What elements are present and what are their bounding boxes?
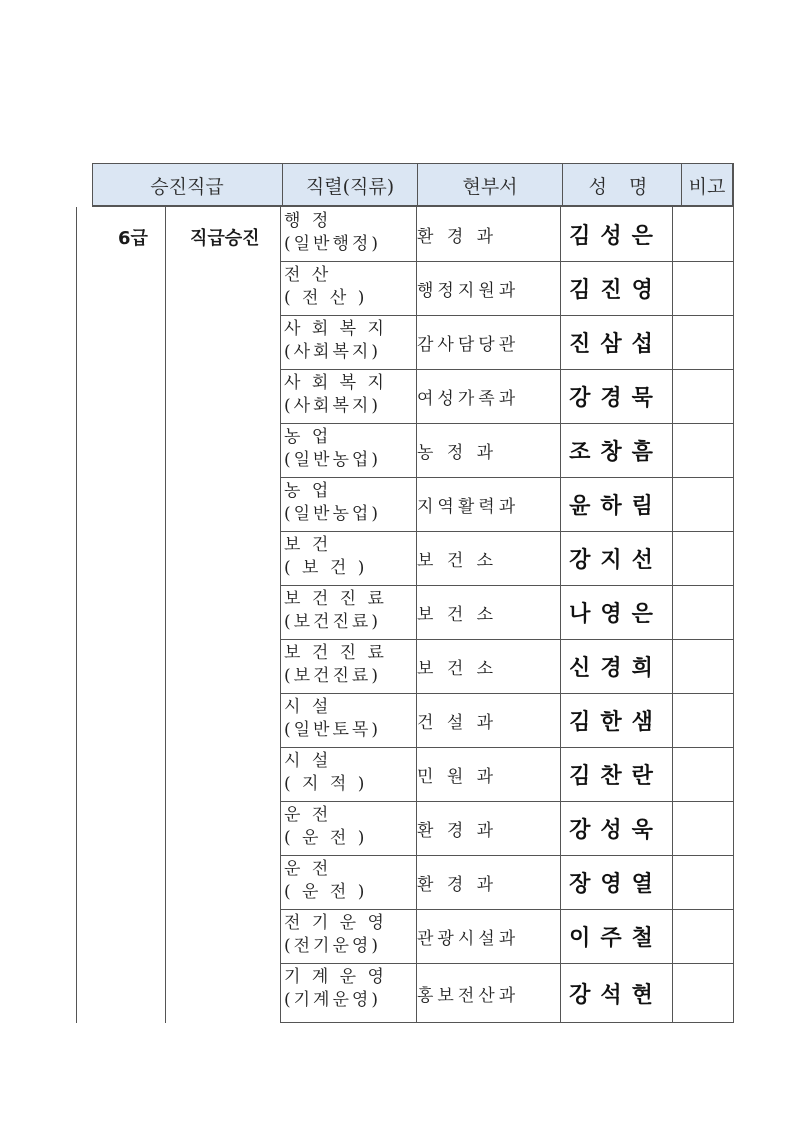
- series-cell: 운 전 ( 운 전 ): [284, 859, 368, 902]
- department-cell: 환 경 과: [417, 821, 498, 841]
- department-cell: 환 경 과: [417, 227, 498, 247]
- series-cell: 사 회 복 지 (사회복지): [284, 319, 387, 362]
- note-cell: [672, 964, 733, 1017]
- series-cell: 운 전 ( 운 전 ): [284, 805, 368, 848]
- name-cell: 김성은: [569, 224, 663, 249]
- promotion-type-label: 직급승진: [190, 228, 260, 249]
- name-cell: 조창흠: [569, 440, 663, 465]
- name-cell: 김찬란: [569, 764, 663, 789]
- table-divider-grade: [165, 207, 166, 1023]
- department-cell: 보 건 소: [417, 659, 498, 679]
- series-cell: 전 산 ( 전 산 ): [284, 265, 368, 308]
- series-cell: 기 계 운 영 (기계운영): [284, 967, 387, 1010]
- table-row: [280, 856, 733, 910]
- table-border-left: [92, 163, 93, 207]
- table-row: [280, 910, 733, 964]
- note-cell: [672, 694, 733, 747]
- table-header: [92, 163, 733, 207]
- name-cell: 나영은: [569, 602, 663, 627]
- header-name: 성 명: [563, 164, 682, 206]
- note-cell: [672, 856, 733, 909]
- name-cell: 김진영: [569, 278, 663, 303]
- table-row: [280, 208, 733, 262]
- table-row: [280, 370, 733, 424]
- series-cell: 전 기 운 영 (전기운영): [284, 913, 387, 956]
- header-note: 비고: [682, 164, 733, 206]
- department-cell: 지역활력과: [417, 497, 520, 517]
- department-cell: 보 건 소: [417, 551, 498, 571]
- table-border-right: [733, 163, 734, 1023]
- name-cell: 윤하림: [569, 494, 663, 519]
- name-cell: 진삼섭: [569, 332, 663, 357]
- department-cell: 감사담당관: [417, 335, 520, 355]
- note-cell: [672, 802, 733, 855]
- header-department: 현부서: [418, 164, 563, 206]
- series-cell: 보 건 진 료 (보건진료): [284, 589, 387, 632]
- grade-label: 6급: [118, 228, 148, 249]
- table-row: [280, 424, 733, 478]
- table-row: [280, 316, 733, 370]
- name-cell: 강성욱: [569, 818, 663, 843]
- series-cell: 행 정 (일반행정): [284, 211, 381, 254]
- header-series: 직렬(직류): [283, 164, 418, 206]
- note-cell: [672, 316, 733, 369]
- table-row: [280, 532, 733, 586]
- series-cell: 보 건 ( 보 건 ): [284, 535, 368, 578]
- series-cell: 사 회 복 지 (사회복지): [284, 373, 387, 416]
- table-row: [280, 262, 733, 316]
- note-cell: [672, 910, 733, 963]
- name-cell: 강지선: [569, 548, 663, 573]
- series-cell: 보 건 진 료 (보건진료): [284, 643, 387, 686]
- table-row: [280, 478, 733, 532]
- name-cell: 김한샘: [569, 710, 663, 735]
- name-cell: 이주철: [569, 926, 663, 951]
- department-cell: 관광시설과: [417, 929, 520, 949]
- department-cell: 농 정 과: [417, 443, 498, 463]
- name-cell: 강석현: [569, 982, 663, 1008]
- table-row: [280, 964, 733, 1023]
- table-row: [280, 802, 733, 856]
- department-cell: 행정지원과: [417, 281, 520, 301]
- series-cell: 시 설 ( 지 적 ): [284, 751, 368, 794]
- note-cell: [672, 586, 733, 639]
- table-row: [280, 748, 733, 802]
- department-cell: 민 원 과: [417, 767, 498, 787]
- note-cell: [672, 532, 733, 585]
- series-cell: 시 설 (일반토목): [284, 697, 381, 740]
- series-cell: 농 업 (일반농업): [284, 427, 381, 470]
- department-cell: 보 건 소: [417, 605, 498, 625]
- note-cell: [672, 370, 733, 423]
- table-border-left-body: [76, 207, 77, 1023]
- series-cell: 농 업 (일반농업): [284, 481, 381, 524]
- note-cell: [672, 478, 733, 531]
- table-row: [280, 640, 733, 694]
- note-cell: [672, 640, 733, 693]
- name-cell: 장영열: [569, 872, 663, 897]
- department-cell: 건 설 과: [417, 713, 498, 733]
- note-cell: [672, 262, 733, 315]
- note-cell: [672, 748, 733, 801]
- note-cell: [672, 424, 733, 477]
- department-cell: 환 경 과: [417, 875, 498, 895]
- note-cell: [672, 208, 733, 261]
- department-cell: 여성가족과: [417, 389, 520, 409]
- name-cell: 강경묵: [569, 386, 663, 411]
- table-row: [280, 694, 733, 748]
- table-row: [280, 586, 733, 640]
- department-cell: 홍보전산과: [417, 985, 520, 1006]
- header-grade: 승진직급: [92, 164, 283, 206]
- name-cell: 신경희: [569, 656, 663, 681]
